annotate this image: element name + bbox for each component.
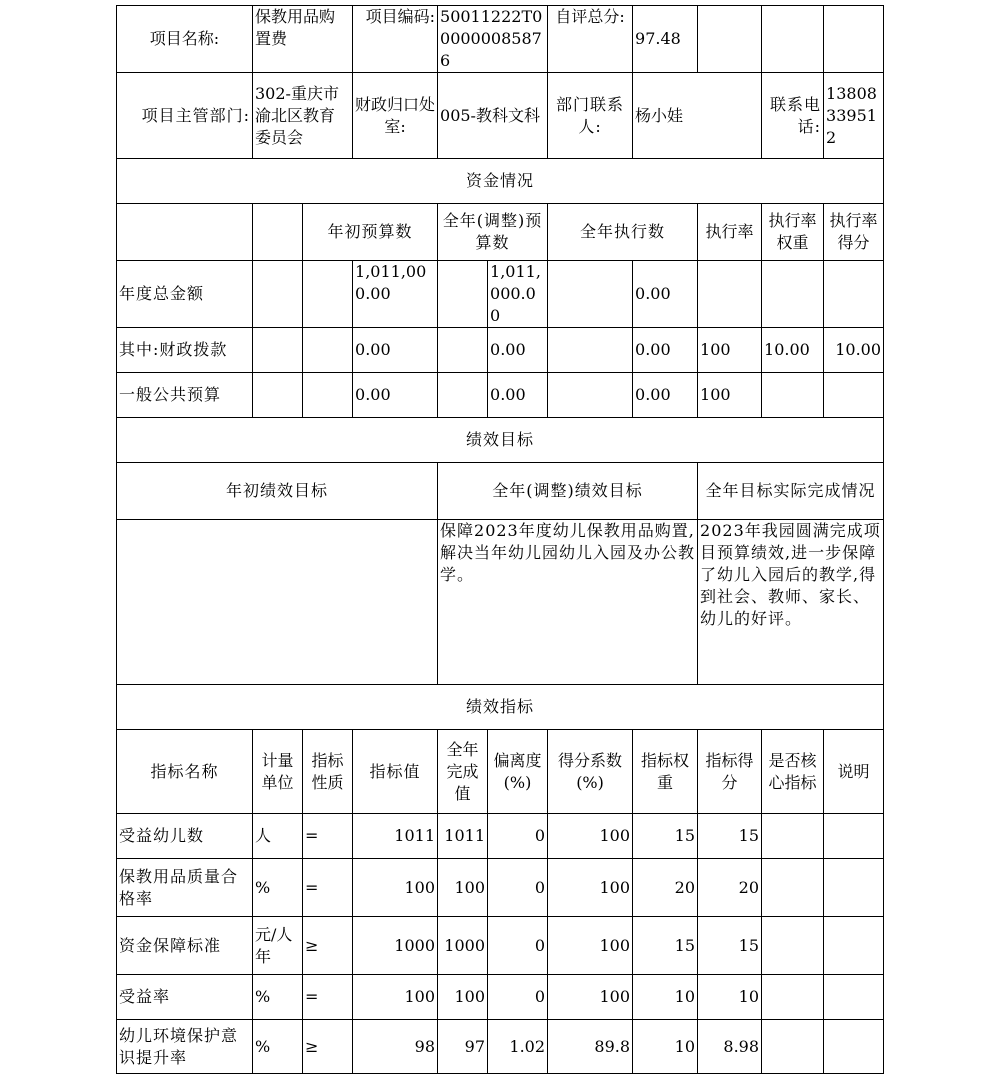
empty-cell [438,373,488,418]
funds-rate [698,261,762,328]
ind-header-deviation: 偏离度(%) [488,730,548,814]
ind-core [762,859,824,917]
ind-deviation: 0 [488,917,548,975]
ind-target: 1011 [353,814,438,859]
indicator-row [117,917,884,975]
evaluation-table [116,5,884,1074]
indicators-section-title: 绩效指标 [117,685,884,730]
ind-actual: 1000 [438,917,488,975]
ind-target: 98 [353,1020,438,1074]
ind-actual: 100 [438,975,488,1020]
funds-header-rate: 执行率 [698,204,762,261]
goals-section-row [117,418,884,463]
ind-core [762,917,824,975]
empty-cell [253,261,303,328]
empty-cell [253,328,303,373]
funds-adjusted: 0.00 [488,328,548,373]
funds-row-label: 其中:财政拨款 [117,328,253,373]
ind-header-actual: 全年完成值 [438,730,488,814]
funds-rate: 100 [698,328,762,373]
funds-initial: 1,011,000.00 [353,261,438,328]
ind-note [824,1020,884,1074]
empty-cell [438,261,488,328]
ind-deviation: 0 [488,859,548,917]
goals-header-actual: 全年目标实际完成情况 [698,463,884,520]
ind-nature: = [303,975,353,1020]
ind-header-name: 指标名称 [117,730,253,814]
ind-header-nature: 指标性质 [303,730,353,814]
ind-name: 幼儿环境保护意识提升率 [117,1020,253,1074]
indicators-header-row [117,730,884,814]
funds-weight [762,261,824,328]
ind-core [762,1020,824,1074]
ind-weight: 10 [633,975,698,1020]
empty-cell [303,261,353,328]
ind-name: 资金保障标准 [117,917,253,975]
ind-coef: 100 [548,975,633,1020]
empty-cell [824,6,884,73]
ind-coef: 89.8 [548,1020,633,1074]
funds-executed: 0.00 [633,328,698,373]
ind-weight: 10 [633,1020,698,1074]
ind-coef: 100 [548,917,633,975]
ind-nature: ≥ [303,917,353,975]
ind-header-note: 说明 [824,730,884,814]
ind-name: 受益率 [117,975,253,1020]
funds-header-adjusted: 全年(调整)预算数 [438,204,548,261]
phone-label: 联系电话: [762,73,824,159]
ind-score: 20 [698,859,762,917]
indicators-section-row [117,685,884,730]
dept-label: 项目主管部门: [117,73,253,159]
goals-adjusted-text: 保障2023年度幼儿保教用品购置,解决当年幼儿园幼儿入园及办公教学。 [438,520,698,685]
funds-executed: 0.00 [633,261,698,328]
funds-row-label: 年度总金额 [117,261,253,328]
funds-initial: 0.00 [353,373,438,418]
funds-executed: 0.00 [633,373,698,418]
ind-score: 15 [698,917,762,975]
project-code-value: 50011222T000000085876 [438,6,548,73]
ind-core [762,975,824,1020]
funds-header-score: 执行率得分 [824,204,884,261]
funds-score [824,373,884,418]
contact-label: 部门联系人: [548,73,633,159]
funds-score: 10.00 [824,328,884,373]
project-name-label: 项目名称: [117,6,253,73]
project-name-value: 保教用品购置费 [253,6,353,73]
empty-cell [438,328,488,373]
empty-cell [762,6,824,73]
ind-unit: % [253,859,303,917]
ind-weight: 15 [633,917,698,975]
goals-section-title: 绩效目标 [117,418,884,463]
indicator-row [117,975,884,1020]
empty-cell [303,328,353,373]
ind-header-core: 是否核心指标 [762,730,824,814]
funds-weight: 10.00 [762,328,824,373]
goals-header-initial: 年初绩效目标 [117,463,438,520]
ind-actual: 97 [438,1020,488,1074]
goals-initial-text [117,520,438,685]
funds-adjusted: 0.00 [488,373,548,418]
ind-header-target: 指标值 [353,730,438,814]
funds-section-title: 资金情况 [117,159,884,204]
funds-initial: 0.00 [353,328,438,373]
ind-score: 10 [698,975,762,1020]
funds-header-executed: 全年执行数 [548,204,698,261]
ind-nature: ≥ [303,1020,353,1074]
funds-header-weight: 执行率权重 [762,204,824,261]
ind-target: 100 [353,975,438,1020]
ind-score: 15 [698,814,762,859]
empty-cell [117,204,253,261]
ind-actual: 100 [438,859,488,917]
ind-deviation: 0 [488,814,548,859]
funds-row [117,328,884,373]
finance-label: 财政归口处室: [353,73,438,159]
ind-note [824,917,884,975]
empty-cell [698,6,762,73]
funds-row-label: 一般公共预算 [117,373,253,418]
self-score-label: 自评总分: [548,6,633,73]
ind-core [762,814,824,859]
ind-unit: 人 [253,814,303,859]
ind-unit: % [253,1020,303,1074]
self-score-value: 97.48 [633,6,698,73]
empty-cell [548,373,633,418]
funds-section-row [117,159,884,204]
goals-header-row [117,463,884,520]
ind-score: 8.98 [698,1020,762,1074]
finance-value: 005-教科文科 [438,73,548,159]
funds-header-row [117,204,884,261]
empty-cell [548,261,633,328]
funds-header-initial: 年初预算数 [303,204,438,261]
project-row-1 [117,6,884,73]
ind-weight: 15 [633,814,698,859]
funds-weight [762,373,824,418]
ind-deviation: 0 [488,975,548,1020]
phone-value: 13808339512 [824,73,884,159]
ind-header-coef: 得分系数(%) [548,730,633,814]
ind-target: 1000 [353,917,438,975]
indicator-row [117,814,884,859]
funds-score [824,261,884,328]
ind-unit: 元/人年 [253,917,303,975]
ind-actual: 1011 [438,814,488,859]
funds-adjusted: 1,011,000.00 [488,261,548,328]
contact-value: 杨小娃 [633,73,762,159]
dept-value: 302-重庆市渝北区教育委员会 [253,73,353,159]
ind-deviation: 1.02 [488,1020,548,1074]
ind-coef: 100 [548,859,633,917]
funds-row [117,373,884,418]
funds-rate: 100 [698,373,762,418]
indicator-row [117,859,884,917]
ind-note [824,859,884,917]
empty-cell [253,204,303,261]
funds-row [117,261,884,328]
indicator-row [117,1020,884,1074]
ind-nature: = [303,814,353,859]
ind-nature: = [303,859,353,917]
ind-target: 100 [353,859,438,917]
ind-weight: 20 [633,859,698,917]
ind-header-score: 指标得分 [698,730,762,814]
empty-cell [303,373,353,418]
ind-header-weight: 指标权重 [633,730,698,814]
empty-cell [548,328,633,373]
ind-note [824,975,884,1020]
empty-cell [253,373,303,418]
ind-note [824,814,884,859]
ind-name: 受益幼儿数 [117,814,253,859]
ind-coef: 100 [548,814,633,859]
ind-name: 保教用品质量合格率 [117,859,253,917]
goals-actual-text: 2023年我园圆满完成项目预算绩效,进一步保障了幼儿入园后的教学,得到社会、教师、家长、幼儿的好评。 [698,520,884,685]
ind-header-unit: 计量单位 [253,730,303,814]
project-row-2 [117,73,884,159]
goals-content-row [117,520,884,685]
ind-unit: % [253,975,303,1020]
project-code-label: 项目编码: [353,6,438,73]
goals-header-adjusted: 全年(调整)绩效目标 [438,463,698,520]
